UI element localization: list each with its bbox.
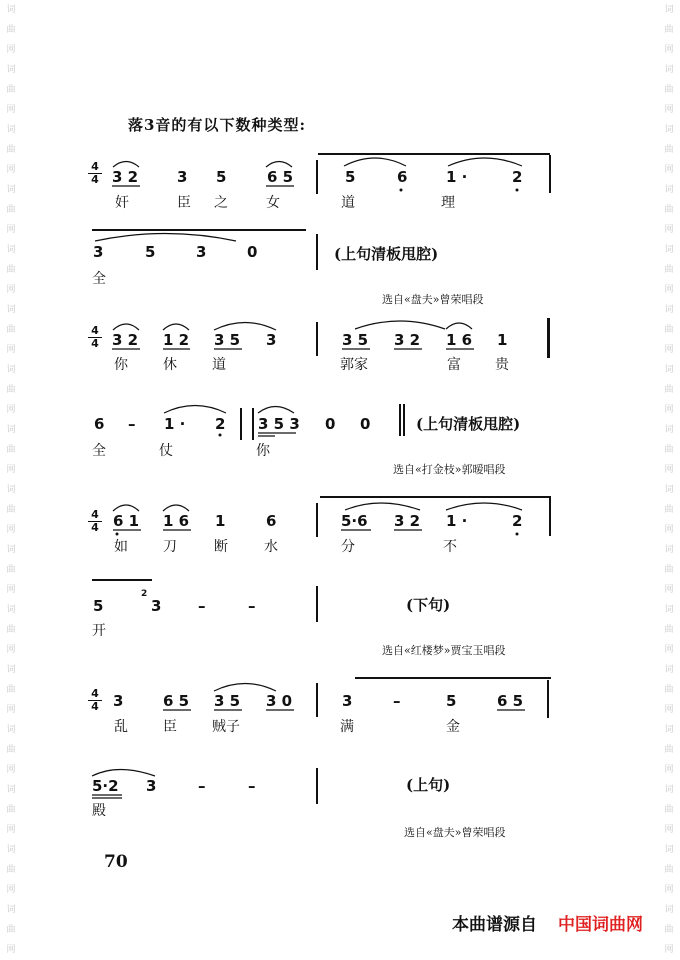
watermark-char: 网 (664, 345, 674, 355)
watermark-char: 曲 (664, 265, 674, 275)
watermark-char: 词 (6, 725, 16, 735)
watermark-char: 曲 (6, 205, 16, 215)
watermark-char: 曲 (6, 385, 16, 395)
watermark-char: 词 (664, 125, 674, 135)
watermark-char: 曲 (6, 505, 16, 515)
watermark-char: 网 (664, 945, 674, 955)
lyric: 臣 (177, 195, 191, 211)
bar-line (547, 680, 549, 718)
watermark-char: 词 (664, 665, 674, 675)
watermark-char: 曲 (664, 445, 674, 455)
note: 0 (325, 415, 336, 433)
watermark-char: 词 (664, 725, 674, 735)
note: 3 (93, 243, 104, 261)
note: 1 6 (446, 331, 473, 349)
watermark-char: 词 (664, 785, 674, 795)
watermark-char: 网 (664, 285, 674, 295)
lyric: 郭家 (340, 357, 368, 373)
lyric: 全 (92, 443, 106, 459)
lyric: 仗 (159, 443, 173, 459)
lyric: 金 (446, 719, 460, 735)
lyric: 富 (447, 357, 461, 373)
lyric: 满 (340, 719, 354, 735)
note: 3 (196, 243, 207, 261)
note: 6 5 (267, 168, 294, 186)
watermark-char: 词 (664, 245, 674, 255)
watermark-char: 曲 (6, 925, 16, 935)
note: 5·2 (92, 777, 119, 795)
watermark-char: 词 (664, 605, 674, 615)
note: 1 · (446, 512, 468, 530)
watermark-char: 网 (6, 765, 16, 775)
watermark-char: 网 (664, 405, 674, 415)
note: 3 5 (214, 692, 241, 710)
watermark-char: 网 (6, 285, 16, 295)
watermark-right (662, 0, 676, 960)
watermark-char: 网 (664, 585, 674, 595)
note: 6 (94, 415, 105, 433)
bar-line (316, 683, 318, 717)
source-note: 选自«盘夫»曾荣唱段 (404, 826, 506, 839)
note: 3 (342, 692, 353, 710)
watermark-char: 网 (6, 645, 16, 655)
phrase-tag: (下句) (406, 596, 451, 614)
lyric: 如 (114, 539, 128, 555)
note: 2 (215, 415, 226, 433)
watermark-char: 网 (664, 885, 674, 895)
note: 1 2 (163, 331, 190, 349)
note: 3 5 (342, 331, 369, 349)
lyric: 奸 (115, 195, 129, 211)
watermark-char: 网 (664, 705, 674, 715)
lyric: 不 (443, 539, 457, 555)
watermark-char: 网 (6, 345, 16, 355)
lyric: 之 (214, 195, 228, 211)
lyric: 殿 (92, 803, 106, 819)
lyric: 道 (212, 357, 226, 373)
grace-note: 2 (141, 589, 148, 599)
lyric: 理 (441, 195, 455, 211)
watermark-char: 词 (6, 185, 16, 195)
watermark-char: 词 (6, 65, 16, 75)
note: 3 2 (112, 168, 139, 186)
note: 2 (512, 168, 523, 186)
watermark-char: 词 (664, 905, 674, 915)
note: 5 (345, 168, 356, 186)
lyric: 分 (341, 539, 355, 555)
tie-line (92, 229, 306, 231)
note: 3 5 (214, 331, 241, 349)
page-number: 70 (104, 852, 128, 872)
bar-line (316, 234, 318, 270)
watermark-char: 曲 (664, 745, 674, 755)
lyric: 刀 (163, 539, 177, 555)
watermark-char: 词 (6, 125, 16, 135)
watermark-char: 词 (6, 305, 16, 315)
watermark-char: 网 (664, 105, 674, 115)
watermark-char: 网 (664, 45, 674, 55)
watermark-char: 网 (6, 465, 16, 475)
watermark-char: 曲 (6, 25, 16, 35)
note: – (198, 597, 206, 615)
watermark-char: 曲 (6, 685, 16, 695)
watermark-char: 曲 (664, 85, 674, 95)
tie-line (318, 153, 550, 155)
watermark-char: 词 (6, 545, 16, 555)
note: 3 5 3 (258, 415, 300, 433)
watermark-char: 曲 (6, 265, 16, 275)
watermark-char: 曲 (664, 205, 674, 215)
watermark-char: 词 (6, 245, 16, 255)
watermark-char: 词 (6, 5, 16, 15)
note: 1 6 (163, 512, 190, 530)
watermark-char: 曲 (664, 25, 674, 35)
tie-line (92, 579, 152, 581)
watermark-char: 网 (6, 165, 16, 175)
watermark-char: 曲 (664, 325, 674, 335)
note: 0 (360, 415, 371, 433)
note: 1 (497, 331, 508, 349)
watermark-char: 曲 (6, 325, 16, 335)
watermark-char: 词 (6, 485, 16, 495)
lyric: 开 (92, 623, 106, 639)
note: 3 2 (394, 512, 421, 530)
watermark-char: 网 (6, 105, 16, 115)
note: 1 · (164, 415, 186, 433)
watermark-char: 词 (6, 365, 16, 375)
watermark-char: 网 (664, 225, 674, 235)
watermark-char: 词 (6, 605, 16, 615)
lyric: 你 (256, 443, 270, 459)
lyric: 断 (214, 539, 228, 555)
watermark-char: 曲 (664, 805, 674, 815)
note: 5·6 (341, 512, 368, 530)
lyric: 道 (341, 195, 355, 211)
watermark-char: 词 (664, 5, 674, 15)
watermark-char: 网 (6, 225, 16, 235)
note: 6 (397, 168, 408, 186)
watermark-char: 曲 (6, 85, 16, 95)
note: – (128, 415, 136, 433)
bar-line (316, 503, 318, 537)
watermark-char: 曲 (6, 805, 16, 815)
watermark-char: 曲 (664, 685, 674, 695)
bar-line (316, 586, 318, 622)
watermark-char: 网 (6, 825, 16, 835)
time-signature: 4 4 (88, 509, 102, 534)
lyric: 贵 (495, 357, 509, 373)
note: – (248, 597, 256, 615)
bar-line (240, 408, 242, 440)
watermark-char: 网 (6, 945, 16, 955)
note: 3 2 (394, 331, 421, 349)
watermark-char: 曲 (664, 505, 674, 515)
note: – (198, 777, 206, 795)
note: 3 (177, 168, 188, 186)
watermark-char: 网 (664, 165, 674, 175)
time-signature: 4 4 (88, 325, 102, 350)
time-signature: 4 4 (88, 688, 102, 713)
watermark-char: 词 (6, 905, 16, 915)
watermark-char: 曲 (6, 625, 16, 635)
lyric: 休 (163, 357, 177, 373)
source-note: 选自«盘夫»曾荣唱段 (382, 293, 484, 306)
watermark-char: 网 (6, 585, 16, 595)
watermark-char: 网 (6, 885, 16, 895)
lyric: 臣 (163, 719, 177, 735)
section-heading: 落3音的有以下数种类型: (128, 116, 306, 134)
note: 3 (113, 692, 124, 710)
watermark-char: 曲 (6, 565, 16, 575)
lyric: 全 (92, 271, 106, 287)
watermark-char: 曲 (6, 745, 16, 755)
footer-site-name: 中国词曲网 (558, 915, 643, 935)
tie-line (320, 496, 550, 498)
watermark-char: 网 (6, 405, 16, 415)
bar-line (252, 408, 254, 440)
lyric: 乱 (114, 719, 128, 735)
watermark-char: 词 (6, 785, 16, 795)
watermark-char: 词 (6, 845, 16, 855)
watermark-char: 词 (664, 65, 674, 75)
bar-line (549, 496, 551, 536)
note: 3 0 (266, 692, 293, 710)
watermark-char: 网 (664, 525, 674, 535)
lyric: 你 (114, 357, 128, 373)
watermark-char: 词 (664, 425, 674, 435)
note: 6 (266, 512, 277, 530)
watermark-left (4, 0, 18, 960)
watermark-char: 网 (664, 645, 674, 655)
watermark-char: 网 (6, 525, 16, 535)
bar-line (316, 768, 318, 804)
watermark-char: 词 (664, 365, 674, 375)
bar-line (316, 160, 318, 194)
watermark-char: 网 (6, 705, 16, 715)
watermark-char: 词 (6, 665, 16, 675)
note: – (248, 777, 256, 795)
bar-line (547, 318, 550, 358)
time-signature: 4 4 (88, 161, 102, 186)
lyric: 贼子 (212, 719, 240, 735)
watermark-char: 词 (664, 185, 674, 195)
phrase-tag: (上句清板甩腔) (334, 245, 439, 263)
tie-line (355, 677, 551, 679)
bar-line (399, 404, 401, 436)
watermark-char: 曲 (664, 925, 674, 935)
watermark-char: 网 (664, 765, 674, 775)
note: 5 (446, 692, 457, 710)
note: 1 · (446, 168, 468, 186)
note: 0 (247, 243, 258, 261)
note: 3 2 (112, 331, 139, 349)
note: 1 (215, 512, 226, 530)
note: 5 (216, 168, 227, 186)
watermark-char: 曲 (664, 145, 674, 155)
note: 6 5 (497, 692, 524, 710)
phrase-tag: (上句) (406, 776, 451, 794)
note: 5 (145, 243, 156, 261)
source-note: 选自«红楼梦»贾宝玉唱段 (382, 644, 506, 657)
note: 6 5 (163, 692, 190, 710)
note: 5 (93, 597, 104, 615)
watermark-char: 词 (664, 305, 674, 315)
note: 2 (512, 512, 523, 530)
watermark-char: 词 (664, 485, 674, 495)
watermark-char: 曲 (6, 145, 16, 155)
watermark-char: 词 (664, 545, 674, 555)
watermark-char: 曲 (664, 565, 674, 575)
bar-line (549, 155, 551, 193)
watermark-char: 网 (664, 465, 674, 475)
phrase-tag: (上句清板甩腔) (416, 415, 521, 433)
watermark-char: 网 (664, 825, 674, 835)
lyric: 水 (264, 539, 278, 555)
watermark-char: 曲 (6, 865, 16, 875)
watermark-char: 词 (664, 845, 674, 855)
watermark-char: 曲 (664, 625, 674, 635)
watermark-char: 曲 (664, 865, 674, 875)
bar-line (403, 404, 405, 436)
note: 3 (146, 777, 157, 795)
footer-source-label: 本曲谱源自 (452, 915, 537, 935)
note: 3 (266, 331, 277, 349)
source-note: 选自«打金枝»郭暧唱段 (393, 463, 506, 476)
watermark-char: 曲 (664, 385, 674, 395)
note: 6 1 (113, 512, 140, 530)
watermark-char: 词 (6, 425, 16, 435)
lyric: 女 (266, 195, 280, 211)
note: 3 (151, 597, 162, 615)
watermark-char: 曲 (6, 445, 16, 455)
note: – (393, 692, 401, 710)
bar-line (316, 322, 318, 356)
watermark-char: 网 (6, 45, 16, 55)
